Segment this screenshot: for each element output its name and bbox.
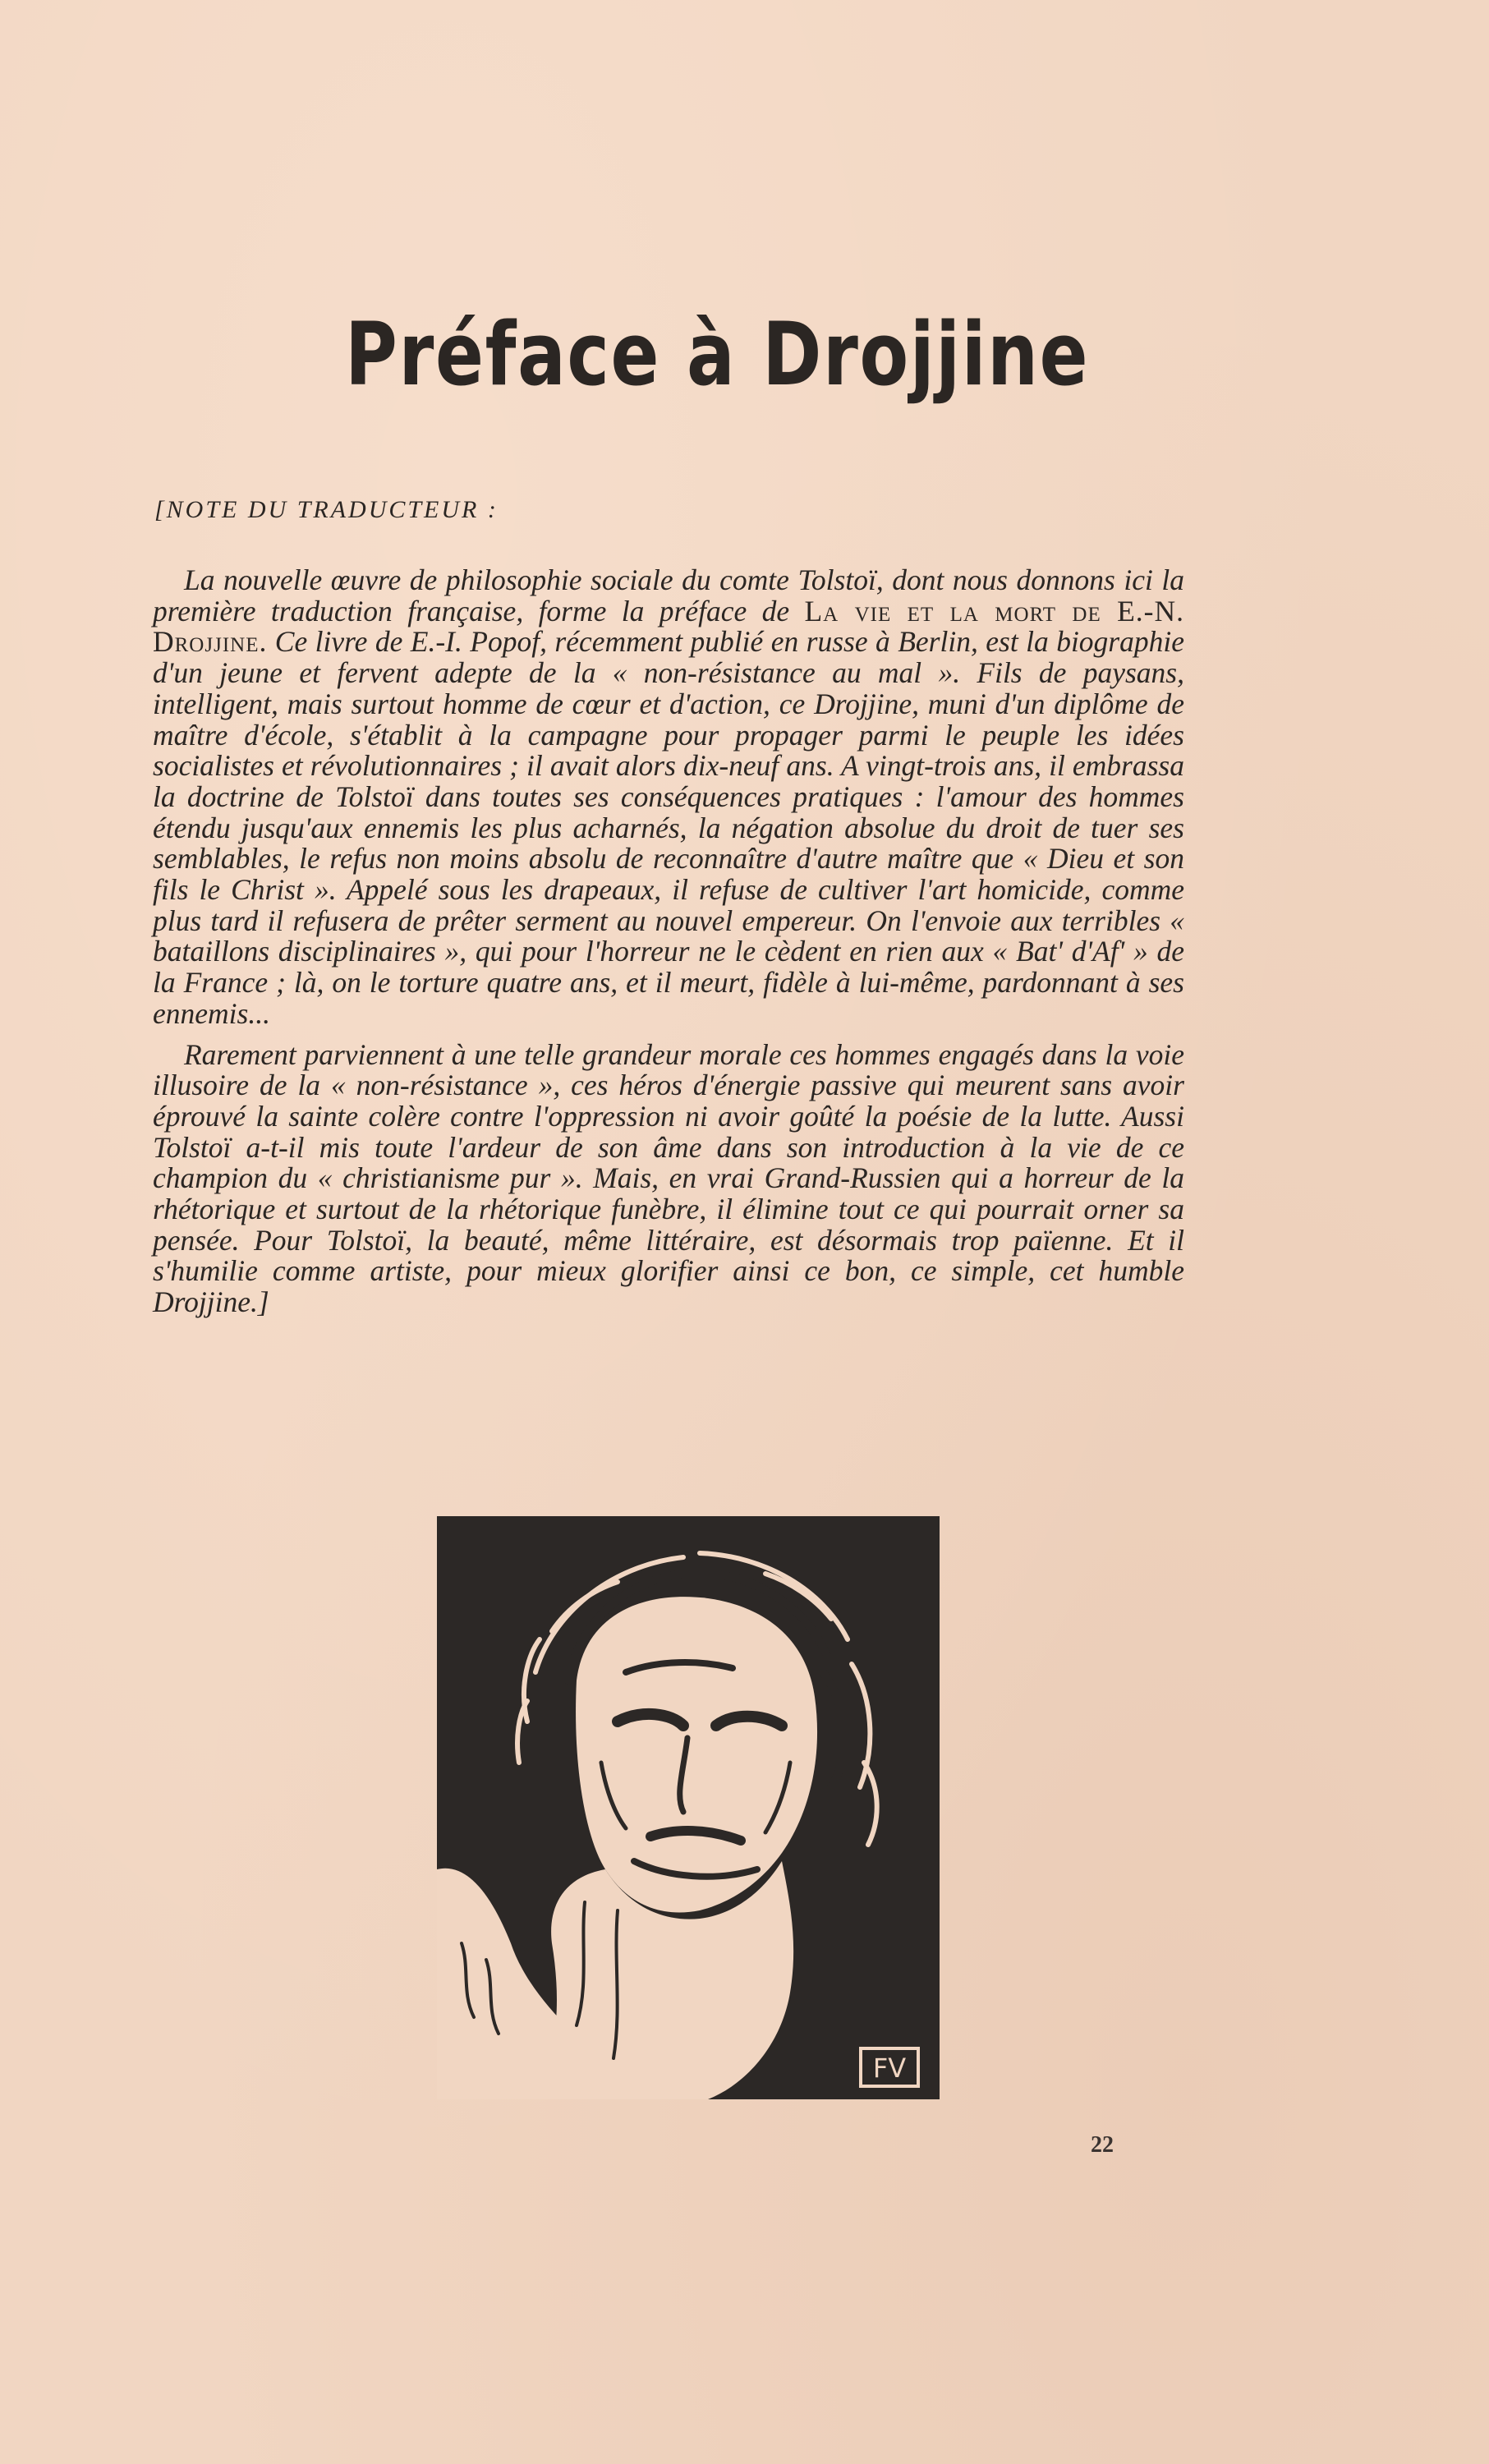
woodcut-portrait-image xyxy=(437,1516,940,2099)
page-title: Préface à Drojjine xyxy=(345,304,1090,405)
translator-note-label: [NOTE DU TRADUCTEUR : xyxy=(154,496,499,523)
paragraph-2-text: Rarement parviennent à une telle grandeur morale ces hommes engagés dans la voie illusoire de la « non-résistance », ces héros d'énergie passive qui meurent sans avoir éprouvé la sainte colère contre l'oppression ni avoir goûté la poésie de la lutte. Aussi Tolstoï a-t-il mis toute l'ardeur de son âme dans son introduction à la vie de ce champion du « christianisme pur ». Mais, en vrai Grand-Russien qui a horreur de la rhétorique et surtout de la rhétorique funèbre, il élimine tout ce qui pourrait orner sa pensée. Pour Tolstoï, la beauté, même littéraire, est désormais trop païenne. Et il s'humilie comme artiste, pour mieux glorifier ainsi ce bon, ce simple, cet humble Drojjine.] xyxy=(153,1037,1184,1319)
paragraph-1 xyxy=(153,565,1184,1030)
monogram-text: FV xyxy=(872,2053,907,2084)
paragraph-1-intro: La nouvelle œuvre de philosophie sociale du comte Tolstoï, dont nous donnons ici la première traduction française, forme la préface de xyxy=(153,563,1184,627)
article-body xyxy=(153,565,1184,1318)
paragraph-2 xyxy=(153,1037,1184,1319)
paragraph-1-rest: Ce livre de E.-I. Popof, récemment publié en russe à Berlin, est la biographie d'un jeune et fervent adepte de la « non-résistance au mal ». Fils de paysans, intelligent, mais surtout homme de cœur et d'action, ce Drojjine, muni d'un diplôme de maître d'école, s'établit à la campagne pour propager parmi le peuple les idées socialistes et révolutionnaires ; il avait alors dix-neuf ans. A vingt-trois ans, il embrassa la doctrine de Tolstoï dans toutes ses conséquences pratiques : l'amour des hommes étendu jusqu'aux ennemis les plus acharnés, la négation absolue du droit de tuer ses semblables, le refus non moins absolu de reconnaître d'autre maître que « Dieu et son fils le Christ ». Appelé sous les drapeaux, il refuse de cultiver l'art homicide, comme plus tard il refusera de prêter serment au nouvel empereur. On l'envoie aux terribles « bataillons disciplinaires », qui pour l'horreur ne le cèdent en rien aux « Bat' d'Af' » de la France ; là, on le torture quatre ans, et il meurt, fidèle à lui-même, pardonnant à ses ennemis... xyxy=(153,625,1184,1030)
page-number: 22 xyxy=(1091,2132,1114,2158)
book-title: La vie et la mort de E.-N. Drojjine. xyxy=(153,594,1185,659)
